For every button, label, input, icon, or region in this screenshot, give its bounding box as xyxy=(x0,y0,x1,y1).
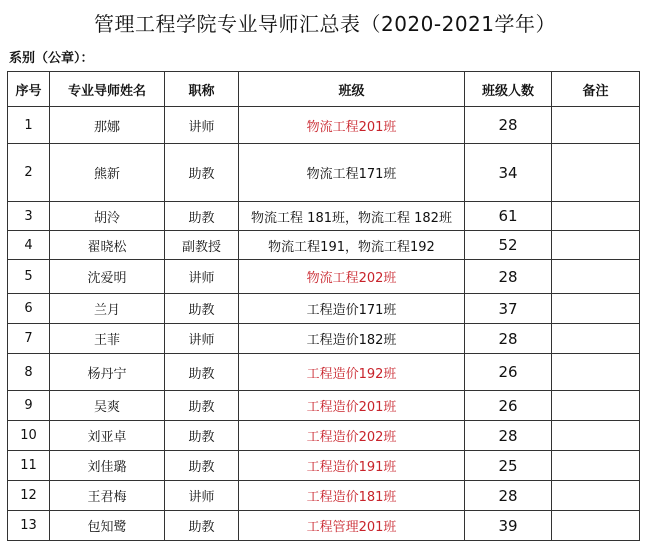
class-count: 61 xyxy=(465,202,552,231)
advisor-rank: 讲师 xyxy=(165,481,239,511)
table-row xyxy=(8,421,640,451)
advisor-rank: 助教 xyxy=(165,511,239,541)
note xyxy=(552,421,640,451)
table-row xyxy=(8,231,640,260)
class-count: 28 xyxy=(465,421,552,451)
class-count: 28 xyxy=(465,107,552,144)
advisor-name: 包知鹭 xyxy=(50,511,165,541)
advisor-name: 熊新 xyxy=(50,144,165,202)
row-no: 13 xyxy=(8,511,50,541)
advisor-rank: 助教 xyxy=(165,202,239,231)
class-name: 工程造价201班 xyxy=(239,391,465,421)
row-no: 8 xyxy=(8,354,50,391)
class-count: 52 xyxy=(465,231,552,260)
row-no: 10 xyxy=(8,421,50,451)
advisor-name: 王君梅 xyxy=(50,481,165,511)
advisor-name: 吴爽 xyxy=(50,391,165,421)
advisor-rank: 助教 xyxy=(165,391,239,421)
advisor-rank: 讲师 xyxy=(165,107,239,144)
class-name: 工程造价191班 xyxy=(239,451,465,481)
table-row xyxy=(8,511,640,541)
class-name: 工程造价202班 xyxy=(239,421,465,451)
table-row xyxy=(8,202,640,231)
note xyxy=(552,231,640,260)
table-body xyxy=(8,107,640,541)
advisor-table xyxy=(7,71,640,541)
class-name: 物流工程 181班，物流工程 182班 xyxy=(239,202,465,231)
class-count: 37 xyxy=(465,294,552,324)
row-no: 12 xyxy=(8,481,50,511)
table-row xyxy=(8,391,640,421)
table-row xyxy=(8,354,640,391)
row-no: 1 xyxy=(8,107,50,144)
table-row xyxy=(8,451,640,481)
note xyxy=(552,391,640,421)
advisor-name: 兰月 xyxy=(50,294,165,324)
class-count: 25 xyxy=(465,451,552,481)
row-no: 9 xyxy=(8,391,50,421)
table-row xyxy=(8,294,640,324)
advisor-rank: 助教 xyxy=(165,354,239,391)
class-name: 工程造价192班 xyxy=(239,354,465,391)
row-no: 2 xyxy=(8,144,50,202)
class-count: 26 xyxy=(465,391,552,421)
note xyxy=(552,354,640,391)
table-row xyxy=(8,481,640,511)
class-count: 34 xyxy=(465,144,552,202)
advisor-rank: 助教 xyxy=(165,144,239,202)
row-no: 11 xyxy=(8,451,50,481)
row-no: 7 xyxy=(8,324,50,354)
class-count: 26 xyxy=(465,354,552,391)
advisor-name: 翟晓松 xyxy=(50,231,165,260)
advisor-rank: 助教 xyxy=(165,451,239,481)
col-header-note: 备注 xyxy=(552,72,640,107)
advisor-rank: 助教 xyxy=(165,294,239,324)
class-name: 物流工程201班 xyxy=(239,107,465,144)
advisor-name: 刘亚卓 xyxy=(50,421,165,451)
advisor-rank: 助教 xyxy=(165,421,239,451)
col-header-rank: 职称 xyxy=(165,72,239,107)
col-header-no: 序号 xyxy=(8,72,50,107)
note xyxy=(552,451,640,481)
class-name: 工程管理201班 xyxy=(239,511,465,541)
page-title: 管理工程学院专业导师汇总表（2020-2021学年） xyxy=(93,12,556,36)
class-name: 工程造价181班 xyxy=(239,481,465,511)
col-header-class: 班级 xyxy=(239,72,465,107)
note xyxy=(552,511,640,541)
table-header-row xyxy=(8,72,640,107)
table-row xyxy=(8,144,640,202)
class-count: 28 xyxy=(465,481,552,511)
class-name: 物流工程171班 xyxy=(239,144,465,202)
advisor-name: 刘佳璐 xyxy=(50,451,165,481)
advisor-name: 沈爱明 xyxy=(50,260,165,294)
advisor-name: 那娜 xyxy=(50,107,165,144)
advisor-rank: 副教授 xyxy=(165,231,239,260)
col-header-name: 专业导师姓名 xyxy=(50,72,165,107)
row-no: 4 xyxy=(8,231,50,260)
advisor-name: 胡泠 xyxy=(50,202,165,231)
note xyxy=(552,107,640,144)
row-no: 5 xyxy=(8,260,50,294)
class-count: 39 xyxy=(465,511,552,541)
class-name: 物流工程191，物流工程192 xyxy=(239,231,465,260)
note xyxy=(552,202,640,231)
advisor-rank: 讲师 xyxy=(165,324,239,354)
advisor-name: 王菲 xyxy=(50,324,165,354)
note xyxy=(552,481,640,511)
note xyxy=(552,324,640,354)
advisor-name: 杨丹宁 xyxy=(50,354,165,391)
note xyxy=(552,260,640,294)
note xyxy=(552,294,640,324)
row-no: 6 xyxy=(8,294,50,324)
table-row xyxy=(8,324,640,354)
col-header-count: 班级人数 xyxy=(465,72,552,107)
table-row xyxy=(8,107,640,144)
class-name: 工程造价182班 xyxy=(239,324,465,354)
class-name: 物流工程202班 xyxy=(239,260,465,294)
class-count: 28 xyxy=(465,260,552,294)
department-label: 系别（公章）： xyxy=(9,51,94,66)
class-name: 工程造价171班 xyxy=(239,294,465,324)
table-row xyxy=(8,260,640,294)
advisor-rank: 讲师 xyxy=(165,260,239,294)
note xyxy=(552,144,640,202)
row-no: 3 xyxy=(8,202,50,231)
class-count: 28 xyxy=(465,324,552,354)
